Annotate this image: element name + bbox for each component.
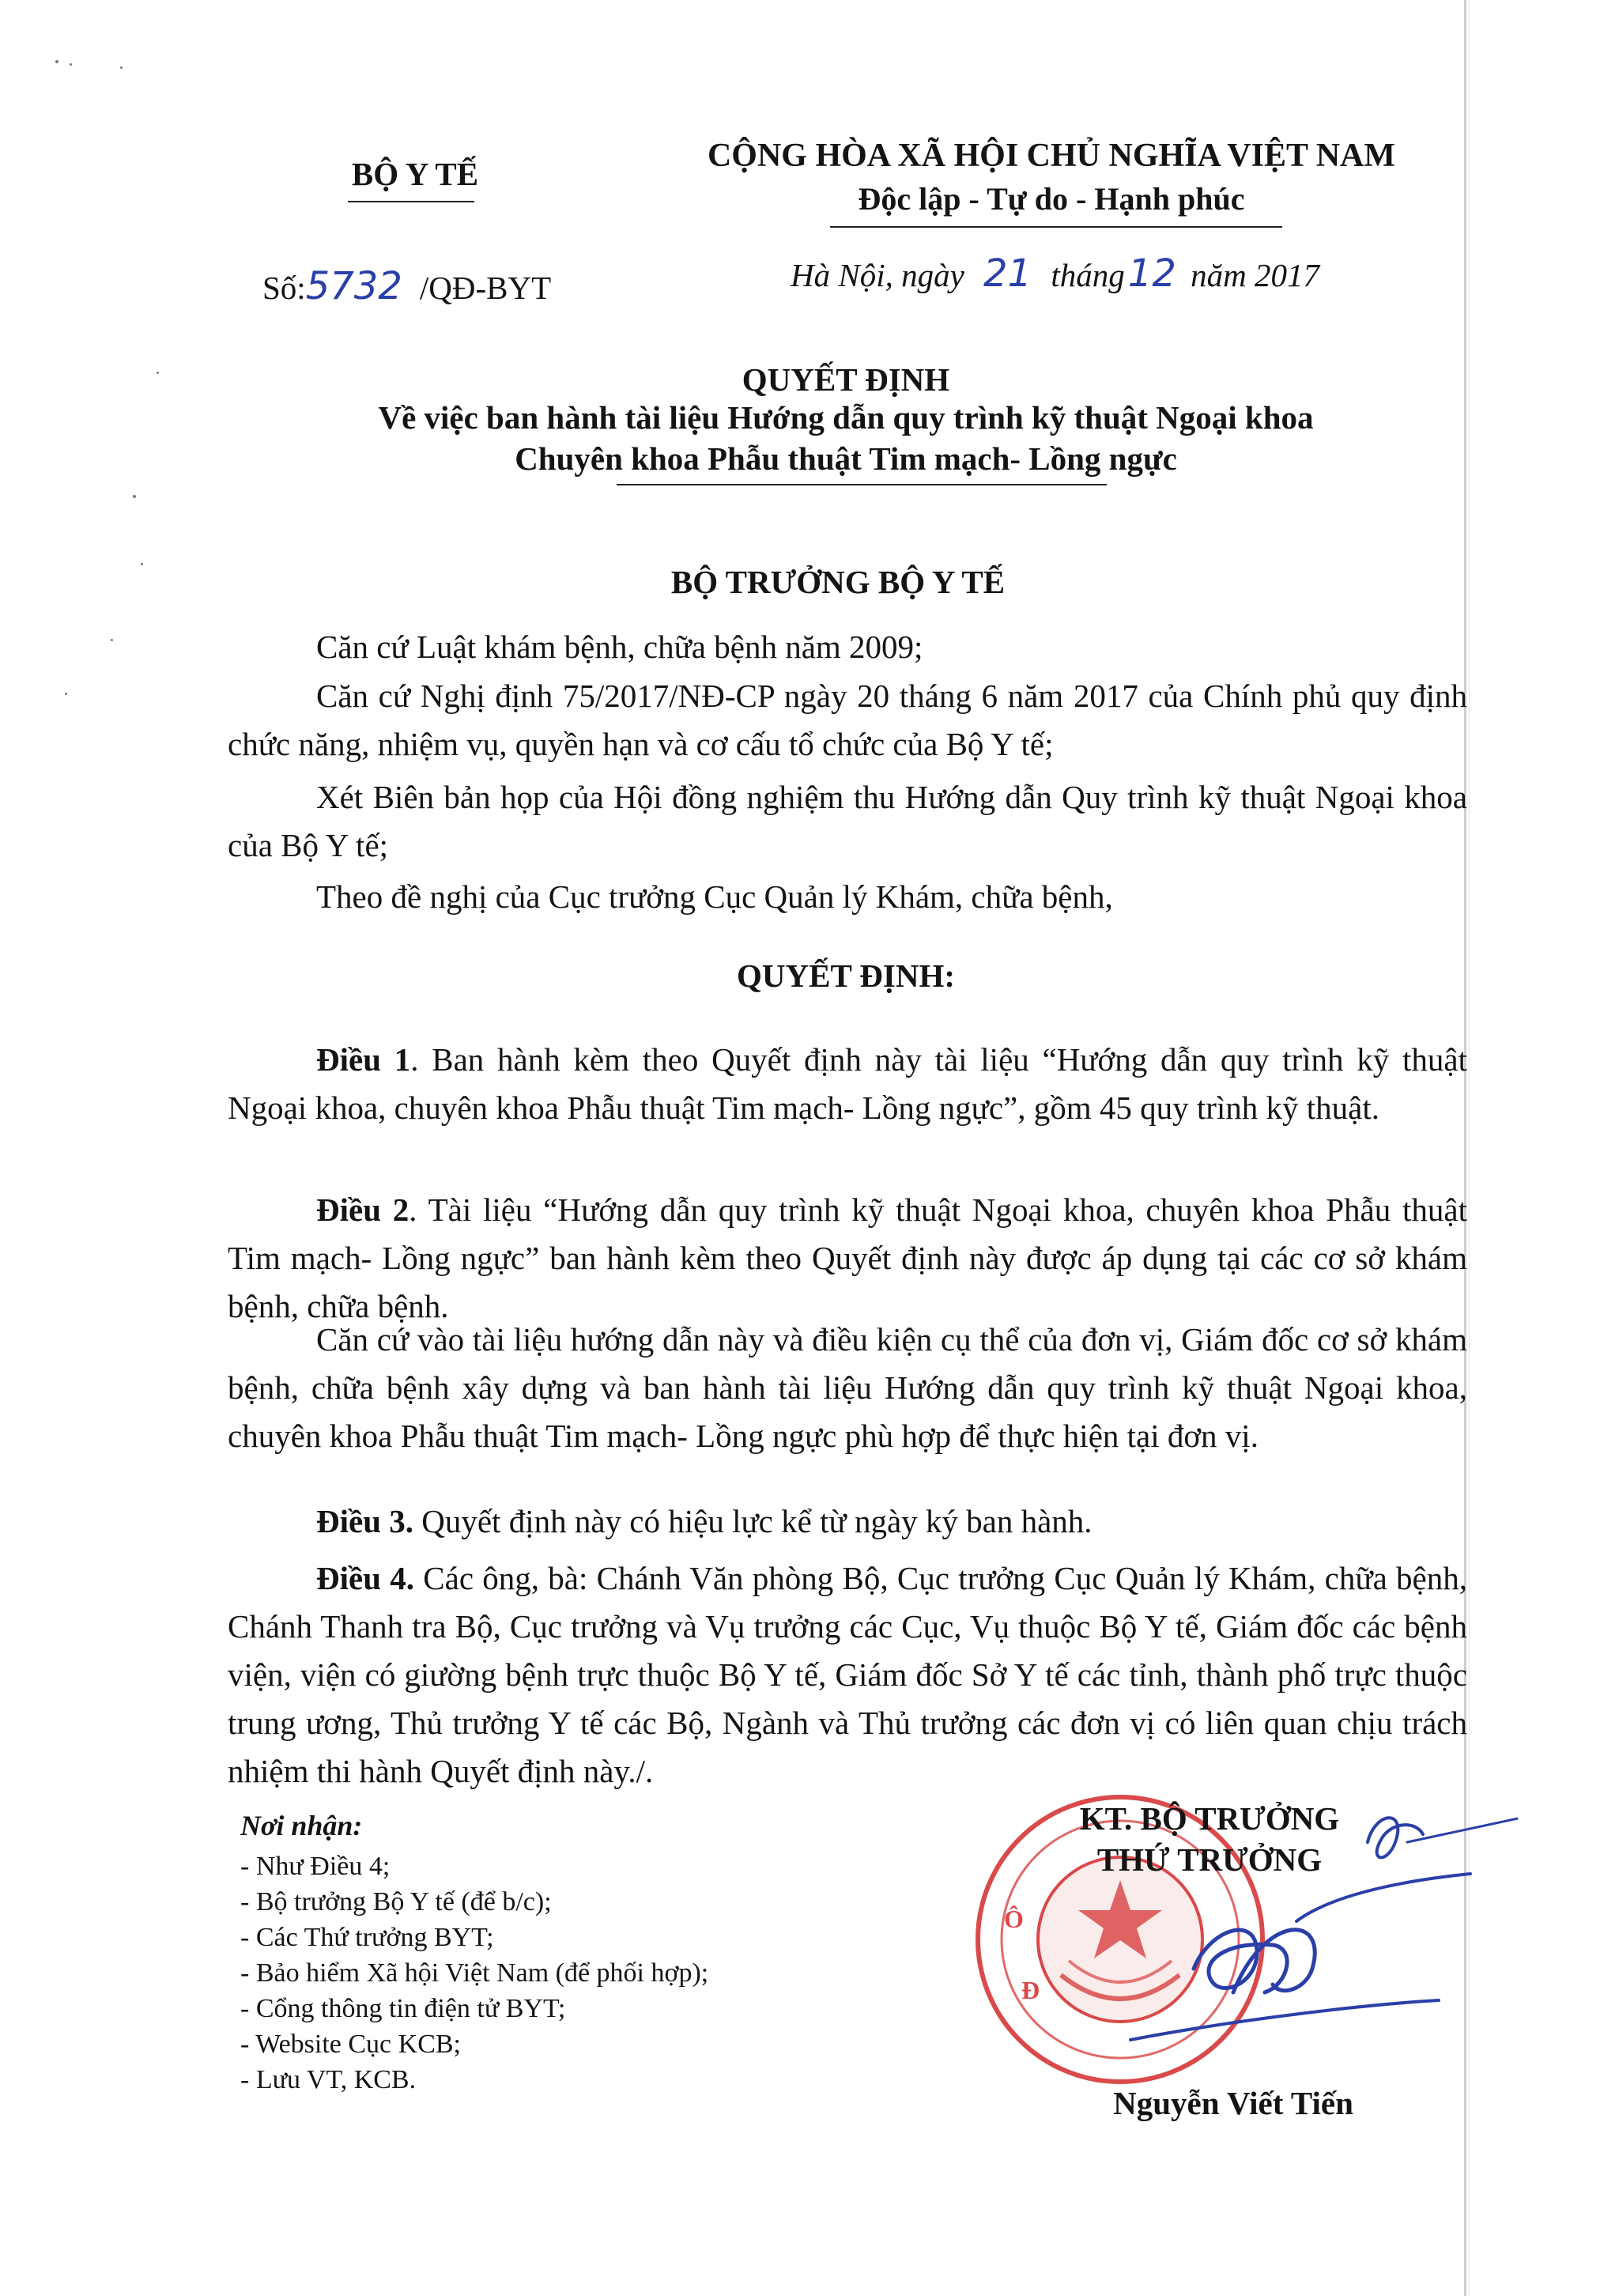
article-4-text: Các ông, bà: Chánh Văn phòng Bộ, Cục trưởng Cục Quản lý Khám, chữa bệnh, Chánh Thanh tra Bộ, Cục trưởng và Vụ trưởng các Cục, Vụ thuộc Bộ Y tế, Giám đốc các bệnh viện, viện có giường bệnh trực thuộc Bộ Y tế, Giám đốc Sở Y tế các tỉnh, thành phố trực thuộc trung ương, Thủ trưởng Y tế các Bộ, Ngành và Thủ trưởng các đơn vị có liên quan chịu trách nhiệm thi hành Quyết định này./.: [228, 1560, 1467, 1789]
subject-underline: [617, 484, 1107, 485]
article-2-extra-text: Căn cứ vào tài liệu hướng dẫn này và điều kiện cụ thể của đơn vị, Giám đốc cơ sở khám bệnh, chữa bệnh xây dựng và ban hành tài liệu Hướng dẫn quy trình kỹ thuật Ngoại khoa, chuyên khoa Phẫu thuật Tim mạch- Lồng ngực phù hợp để thực hiện tại đơn vị.: [228, 1321, 1467, 1454]
signer-title-line2: THỨ TRƯỞNG: [1096, 1841, 1323, 1878]
decision-subject-line2: Chuyên khoa Phẫu thuật Tim mạch- Lồng ngực: [515, 440, 1177, 477]
recipients-list: [240, 1849, 708, 2098]
decision-heading: QUYẾT ĐỊNH:: [736, 957, 956, 994]
svg-text:Ô: Ô: [1004, 1905, 1024, 1933]
preamble-law: [228, 623, 1467, 671]
scan-speck: [111, 639, 113, 641]
motto-underline: [830, 226, 1282, 228]
recipients-title: Nơi nhận:: [240, 1810, 363, 1841]
date-prefix: Hà Nội, ngày: [791, 257, 964, 293]
national-motto: Độc lập - Tự do - Hạnh phúc: [858, 181, 1245, 217]
handwritten-signature-icon: [996, 1795, 1518, 2056]
decision-title: QUYẾT ĐỊNH: [742, 361, 950, 398]
article-3-label: Điều 3.: [316, 1503, 413, 1539]
article-1: [228, 1036, 1467, 1132]
scan-speck: [55, 60, 58, 63]
article-3: [228, 1497, 1467, 1546]
number-handwritten: 5732: [305, 264, 402, 308]
recipient-item: - Cổng thông tin điện tử BYT;: [240, 1994, 566, 2023]
date-day: 21: [983, 251, 1032, 296]
issuing-authority: BỘ TRƯỞNG BỘ Y TẾ: [670, 564, 1006, 600]
article-4: [228, 1554, 1467, 1796]
article-1-label: Điều 1: [316, 1041, 411, 1078]
ministry-underline: [348, 201, 474, 202]
preamble-minutes: [228, 773, 1467, 870]
article-2-extra: [228, 1316, 1467, 1460]
document-number: [262, 264, 551, 310]
date-year: năm 2017: [1191, 257, 1319, 293]
scan-speck: [70, 63, 72, 66]
scan-speck: [120, 66, 123, 69]
article-2-label: Điều 2: [316, 1191, 409, 1228]
recipient-item: - Các Thứ trưởng BYT;: [240, 1923, 494, 1952]
issue-date: [791, 251, 1319, 297]
scan-speck: [141, 563, 143, 565]
preamble-decree: [228, 672, 1467, 768]
ministry-name: BỘ Y TẾ: [351, 156, 479, 192]
scan-speck: [157, 372, 159, 374]
decision-subject-line1: Về việc ban hành tài liệu Hướng dẫn quy trình kỹ thuật Ngoại khoa: [378, 399, 1314, 436]
preamble-minutes-text: Xét Biên bản họp của Hội đồng nghiệm thu Hướng dẫn Quy trình kỹ thuật Ngoại khoa của Bộ Y tế;: [228, 779, 1467, 863]
signer-title-line1: KT. BỘ TRƯỞNG: [1079, 1800, 1340, 1837]
recipient-item: - Bảo hiểm Xã hội Việt Nam (để phối hợp);: [240, 1958, 709, 1988]
date-month: 12: [1127, 251, 1176, 296]
signer-name: Nguyễn Viết Tiến: [1113, 2085, 1353, 2121]
preamble-law-text: Căn cứ Luật khám bệnh, chữa bệnh năm 2009;: [316, 629, 923, 665]
article-2-text: . Tài liệu “Hướng dẫn quy trình kỹ thuật Ngoại khoa, chuyên khoa Phẫu thuật Tim mạch- Lồng ngực” ban hành kèm theo Quyết định này được áp dụng tại các cơ sở khám bệnh, chữa bệnh.: [228, 1191, 1468, 1324]
scan-speck: [133, 495, 136, 498]
article-2: [228, 1186, 1467, 1331]
number-prefix: Số:: [262, 270, 306, 306]
scan-speck: [65, 693, 67, 695]
preamble-decree-text: Căn cứ Nghị định 75/2017/NĐ-CP ngày 20 tháng 6 năm 2017 của Chính phủ quy định chức năng, nhiệm vụ, quyền hạn và cơ cấu tổ chức của Bộ Y tế;: [228, 678, 1467, 762]
preamble-proposal-text: Theo đề nghị của Cục trưởng Cục Quản lý Khám, chữa bệnh,: [316, 878, 1113, 915]
svg-text:Đ: Đ: [1021, 1976, 1040, 2004]
recipient-item: - Lưu VT, KCB.: [240, 2065, 417, 2094]
recipient-item: - Bộ trưởng Bộ Y tế (để b/c);: [240, 1887, 552, 1916]
recipient-item: - Website Cục KCB;: [240, 2030, 462, 2059]
republic-name: CỘNG HÒA XÃ HỘI CHỦ NGHĨA VIỆT NAM: [707, 138, 1396, 174]
preamble-proposal: [228, 873, 1467, 921]
date-month-label: tháng: [1051, 257, 1125, 293]
article-4-label: Điều 4.: [316, 1560, 415, 1596]
article-3-text: Quyết định này có hiệu lực kể từ ngày ký ban hành.: [413, 1503, 1093, 1539]
number-suffix: /QĐ-BYT: [419, 270, 552, 306]
recipient-item: - Như Điều 4;: [240, 1852, 391, 1881]
article-1-text: . Ban hành kèm theo Quyết định này tài liệu “Hướng dẫn quy trình kỹ thuật Ngoại khoa, chuyên khoa Phẫu thuật Tim mạch- Lồng ngực”, gồm 45 quy trình kỹ thuật.: [228, 1041, 1467, 1126]
